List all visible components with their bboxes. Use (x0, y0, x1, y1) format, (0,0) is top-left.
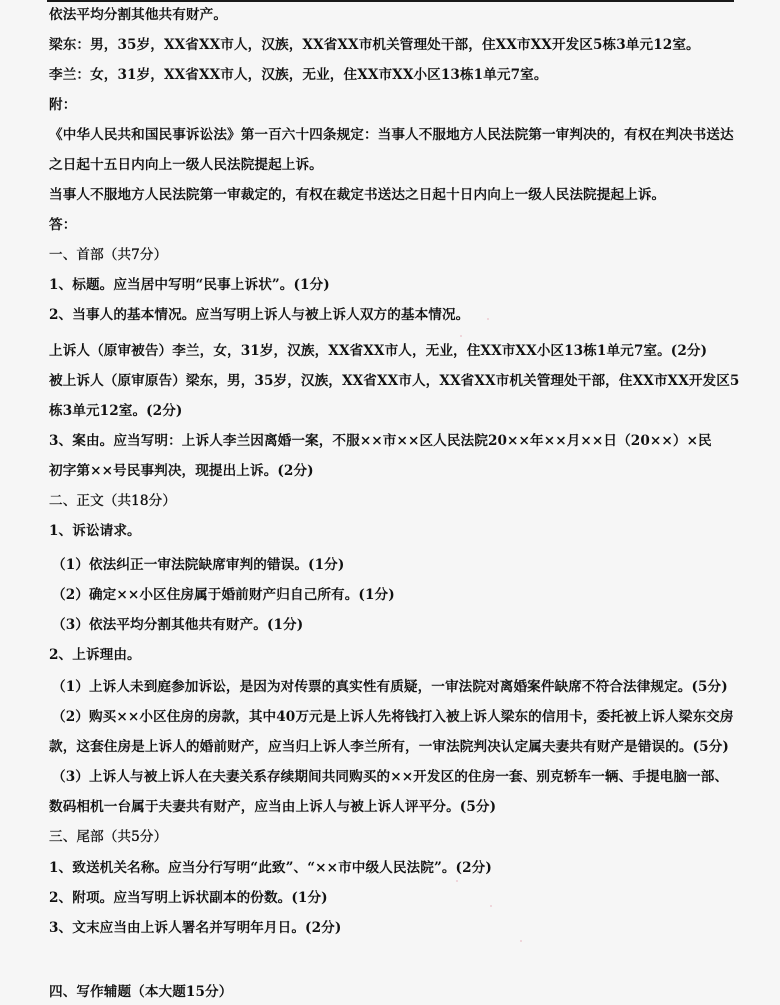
text-line: 1、诉讼请求。 (49, 523, 141, 539)
text-line: 1、标题。应当居中写明“民事上诉状”。(1分) (49, 277, 330, 293)
list-item: （2）购买××小区住房的房款，其中40万元是上诉人先将钱打入被上诉人梁东的信用卡，委托被上诉人梁东交房 (52, 709, 734, 725)
text-line: 初字第××号民事判决，现提出上诉。(2分) (49, 463, 314, 479)
text-line: 3、文末应当由上诉人署名并写明年月日。(2分) (49, 920, 342, 936)
page-top-rule (47, 0, 734, 2)
scan-speck (520, 940, 522, 942)
text-line: 被上诉人（原审原告）梁东，男，35岁，汉族，XX省XX市人，XX省XX市机关管理处干部，住XX市XX开发区5 (49, 373, 740, 389)
list-item: （3）依法平均分割其他共有财产。(1分) (52, 617, 304, 633)
text-line: 2、上诉理由。 (49, 647, 141, 663)
list-item: （1）依法纠正一审法院缺席审判的错误。(1分) (52, 557, 345, 573)
text-line: 之日起十五日内向上一级人民法院提起上诉。 (49, 157, 323, 173)
section-heading: 四、写作辅题（本大题15分） (49, 984, 233, 1000)
text-line: 梁东：男，35岁，XX省XX市人，汉族，XX省XX市机关管理处干部，住XX市XX开发区5栋3单元12室。 (49, 37, 700, 53)
list-item: （2）确定××小区住房属于婚前财产归自己所有。(1分) (52, 587, 395, 603)
list-item: （1）上诉人未到庭参加诉讼，是因为对传票的真实性有质疑，一审法院对离婚案件缺席不符合法律规定。(5分) (52, 679, 728, 695)
scan-speck (456, 880, 458, 882)
text-line: 2、当事人的基本情况。应当写明上诉人与被上诉人双方的基本情况。 (49, 307, 470, 323)
text-line: 款，这套住房是上诉人的婚前财产，应当归上诉人李兰所有，一审法院判决认定属夫妻共有财产是错误的。(5分) (49, 739, 729, 755)
section-heading: 三、尾部（共5分） (49, 829, 168, 845)
scan-speck (487, 318, 489, 320)
scan-speck (490, 905, 492, 907)
text-line: 1、致送机关名称。应当分行写明“此致”、“××市中级人民法院”。(2分) (49, 860, 492, 876)
list-item: （3）上诉人与被上诉人在夫妻关系存续期间共同购买的××开发区的住房一套、别克轿车一辆、手提电脑一部、 (52, 769, 729, 785)
text-line: 数码相机一台属于夫妻共有财产，应当由上诉人与被上诉人评平分。(5分) (49, 799, 497, 815)
answer-label: 答： (49, 217, 77, 233)
text-line: 当事人不服地方人民法院第一审裁定的，有权在裁定书送达之日起十日内向上一级人民法院提起上诉。 (49, 187, 666, 203)
section-heading: 二、正文（共18分） (49, 493, 177, 509)
text-line: 2、附项。应当写明上诉状副本的份数。(1分) (49, 890, 328, 906)
scan-speck (460, 335, 462, 337)
text-line: 上诉人（原审被告）李兰，女，31岁，汉族，XX省XX市人，无业，住XX市XX小区13栋1单元7室。(2分) (49, 343, 708, 359)
appendix-label: 附： (49, 97, 77, 113)
text-line: 3、案由。应当写明：上诉人李兰因离婚一案，不服××市××区人民法院20××年××月××日（20××）×民 (49, 433, 712, 449)
text-line: 栋3单元12室。(2分) (49, 403, 183, 419)
text-line: 李兰：女，31岁，XX省XX市人，汉族，无业，住XX市XX小区13栋1单元7室。 (49, 67, 548, 83)
text-line: 《中华人民共和国民事诉讼法》第一百六十四条规定：当事人不服地方人民法院第一审判决的，有权在判决书送达 (49, 127, 734, 143)
text-line: 依法平均分割其他共有财产。 (49, 7, 228, 23)
section-heading: 一、首部（共7分） (49, 247, 168, 263)
